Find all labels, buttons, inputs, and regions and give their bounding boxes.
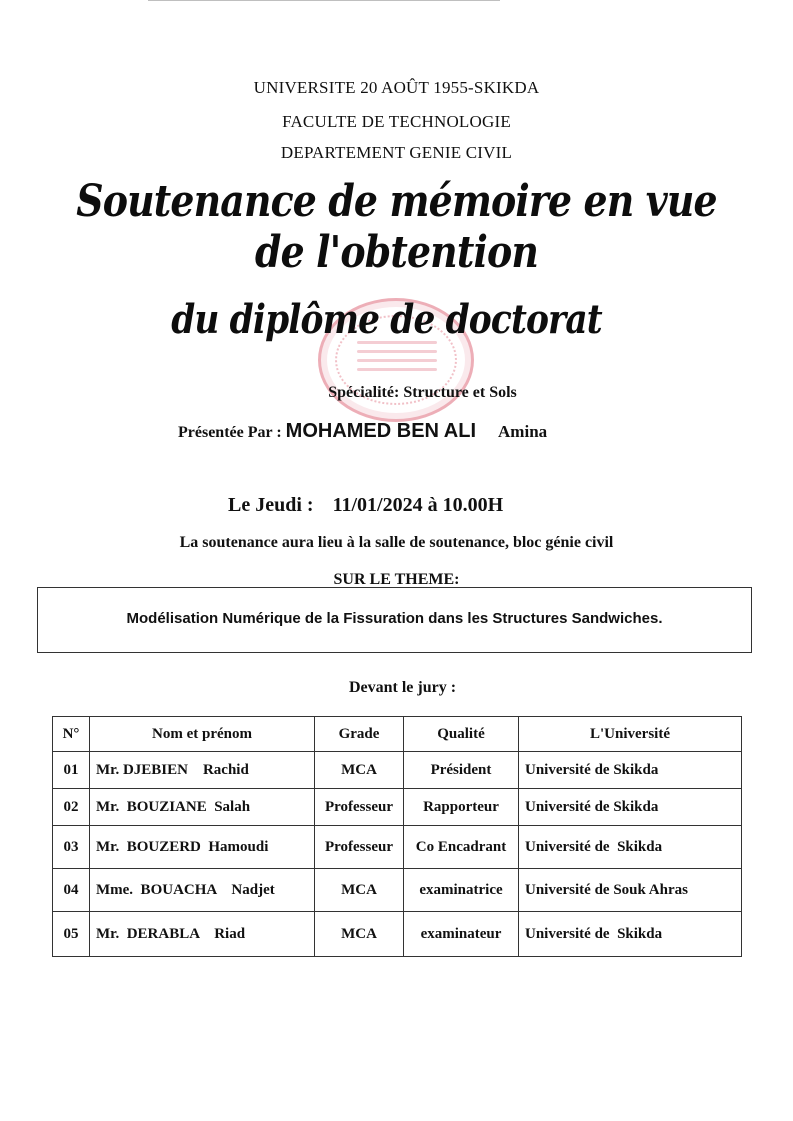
theme-box <box>37 587 752 653</box>
jury-name: Mme. BOUACHA Nadjet <box>90 869 315 912</box>
jury-name: Mr. BOUZIANE Salah <box>90 789 315 826</box>
jury-role: Co Encadrant <box>404 826 519 869</box>
jury-table <box>52 716 742 957</box>
table-row <box>53 869 742 912</box>
col-header-number: N° <box>53 717 90 752</box>
venue-text: La soutenance aura lieu à la salle de soutenance, bloc génie civil <box>179 534 614 551</box>
jury-grade: MCA <box>315 752 404 789</box>
jury-university: Université de Souk Ahras <box>519 869 742 912</box>
department-name: DEPARTEMENT GENIE CIVIL <box>280 143 513 162</box>
date-label: Le Jeudi : <box>228 494 314 516</box>
jury-name: Mr. DERABLA Riad <box>90 912 315 957</box>
jury-role: Président <box>404 752 519 789</box>
page-top-rule <box>148 0 500 1</box>
jury-role: examinateur <box>404 912 519 957</box>
table-row <box>53 752 742 789</box>
jury-university: Université de Skikda <box>519 789 742 826</box>
presenter-last-name: MOHAMED BEN ALI <box>285 420 477 442</box>
specialty: Spécialité: Structure et Sols <box>328 384 517 401</box>
jury-name: Mr. DJEBIEN Rachid <box>90 752 315 789</box>
jury-label: Devant le jury : <box>348 679 457 696</box>
jury-number: 01 <box>53 752 90 789</box>
jury-number: 05 <box>53 912 90 957</box>
presenter-first-name: Amina <box>498 422 548 441</box>
jury-university: Université de Skikda <box>519 912 742 957</box>
announcement-title-line2: du diplôme de doctorat <box>171 296 602 343</box>
jury-grade: Professeur <box>315 789 404 826</box>
theme-label: SUR LE THEME: <box>333 571 460 588</box>
jury-grade: Professeur <box>315 826 404 869</box>
jury-number: 04 <box>53 869 90 912</box>
col-header-name: Nom et prénom <box>90 717 315 752</box>
col-header-grade: Grade <box>315 717 404 752</box>
jury-university: Université de Skikda <box>519 826 742 869</box>
presenter-label: Présentée Par : <box>178 424 282 441</box>
jury-role: Rapporteur <box>404 789 519 826</box>
theme-text: Modélisation Numérique de la Fissuration dans les Structures Sandwiches. <box>126 610 663 627</box>
jury-grade: MCA <box>315 869 404 912</box>
jury-number: 03 <box>53 826 90 869</box>
announcement-title-line1: Soutenance de mémoire en vue de l'obtention <box>76 176 717 278</box>
col-header-role: Qualité <box>404 717 519 752</box>
jury-university: Université de Skikda <box>519 752 742 789</box>
table-row <box>53 789 742 826</box>
presenter <box>178 420 547 443</box>
jury-role: examinatrice <box>404 869 519 912</box>
faculty-name: FACULTE DE TECHNOLOGIE <box>282 112 511 131</box>
col-header-university: L'Université <box>519 717 742 752</box>
jury-name: Mr. BOUZERD Hamoudi <box>90 826 315 869</box>
university-name: UNIVERSITE 20 AOÛT 1955-SKIKDA <box>253 78 540 97</box>
table-row <box>53 826 742 869</box>
jury-header-row <box>53 717 742 752</box>
jury-number: 02 <box>53 789 90 826</box>
jury-grade: MCA <box>315 912 404 957</box>
table-row <box>53 912 742 957</box>
defense-date <box>228 494 503 517</box>
date-value: 11/01/2024 à 10.00H <box>332 494 504 516</box>
